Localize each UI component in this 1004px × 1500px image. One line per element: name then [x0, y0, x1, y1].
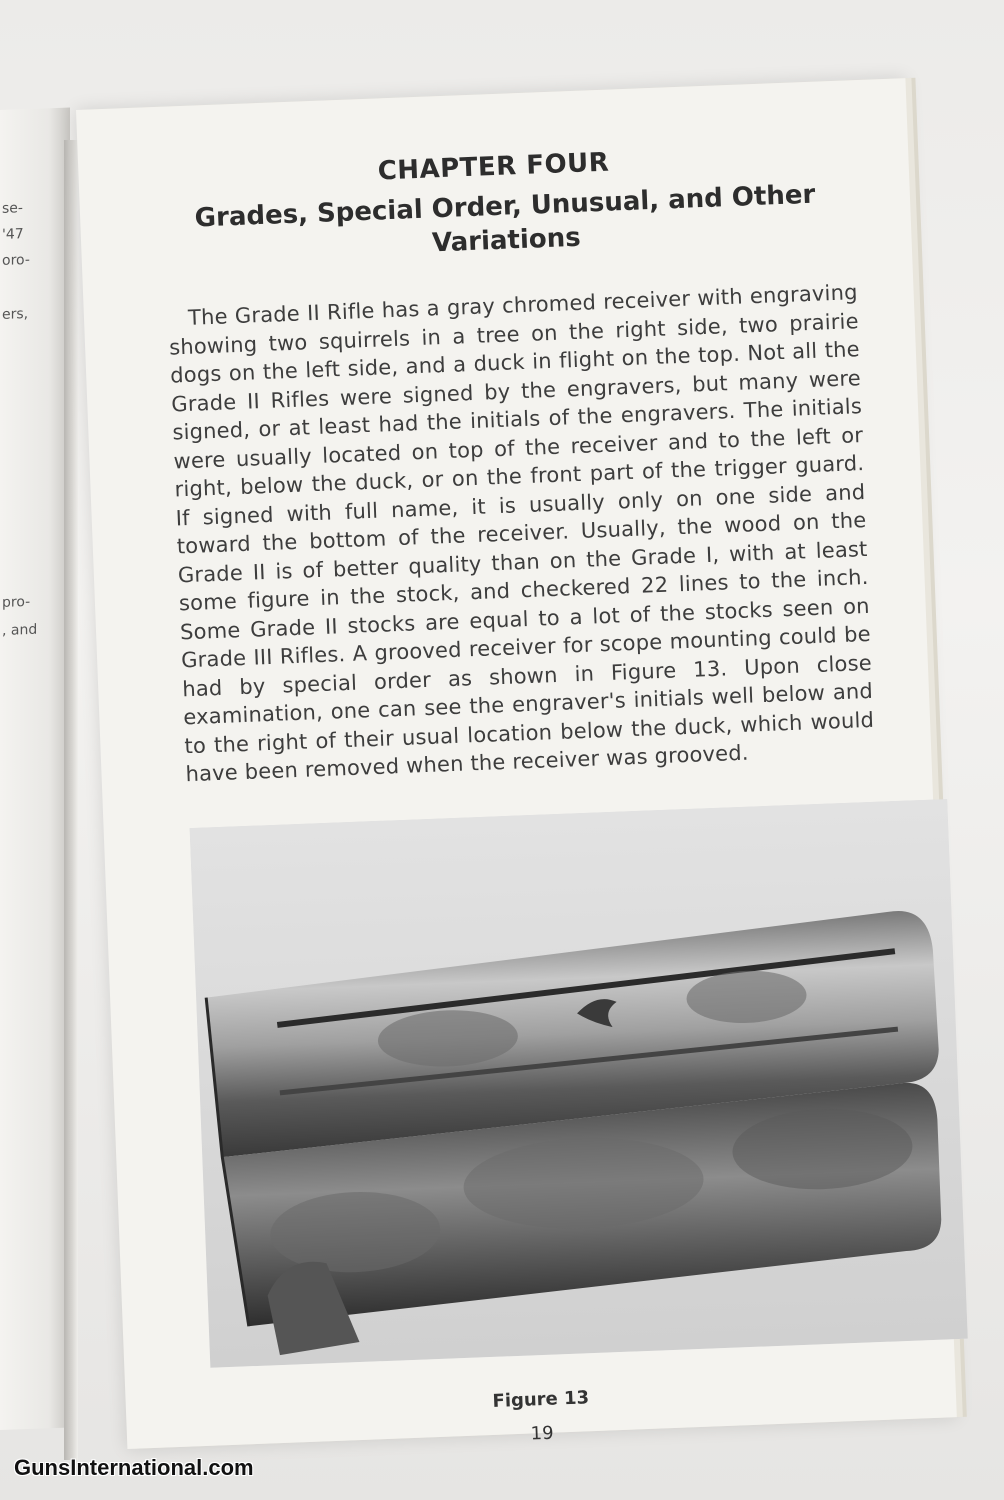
facing-page-text-fragment: pro- [2, 593, 31, 611]
engraved-receiver-image [190, 799, 968, 1368]
page-number: 19 [530, 1422, 555, 1445]
facing-page-text-fragment: , and [2, 621, 38, 639]
facing-page-text-fragment: oro- [2, 251, 30, 269]
book-page [76, 78, 957, 1449]
facing-page-text-fragment: se- [2, 200, 23, 217]
figure-photo-engraved-receiver [190, 799, 968, 1368]
chapter-heading: CHAPTER FOUR [377, 147, 610, 187]
facing-page-text-fragment: ers, [2, 306, 29, 323]
watermark-logo: GunsInternational.com [14, 1455, 254, 1480]
chapter-subtitle: Grades, Special Order, Unusual, and Other Variations [194, 179, 816, 259]
book-gutter [64, 140, 78, 1460]
body-paragraph: The Grade II Rifle has a gray chromed receiver with engraving showing two squirrels in a tree on the right side, two prairie dogs on the left side, and a duck in flight on the top. Not all the Grade II Rifles were signed by the engravers, but many were signed, or at least had the initials of the engravers. The initials were usually located on top of the receiver and to the left or right, below the duck, or on the front part of the trigger guard. If signed with full name, it is usually only on one side and toward the bottom of the receiver. Usually, the wood on the Grade II is of better quality than on the Grade I, with at least some figure in the stock, and checkered 22 lines to the inch. Some Grade II stocks are equal to a lot of the stocks seen on Grade III Rifles. A grooved receiver for scope mounting could be had by special order as shown in Figure 13. Upon close examination, one can see the engraver's initials well below and to the right of their usual location below the duck, which would have been removed when the receiver was grooved. [168, 280, 875, 787]
figure-caption: Figure 13 [492, 1387, 590, 1412]
facing-page-left [0, 108, 70, 1430]
facing-page-text-fragment: '47 [2, 226, 24, 243]
